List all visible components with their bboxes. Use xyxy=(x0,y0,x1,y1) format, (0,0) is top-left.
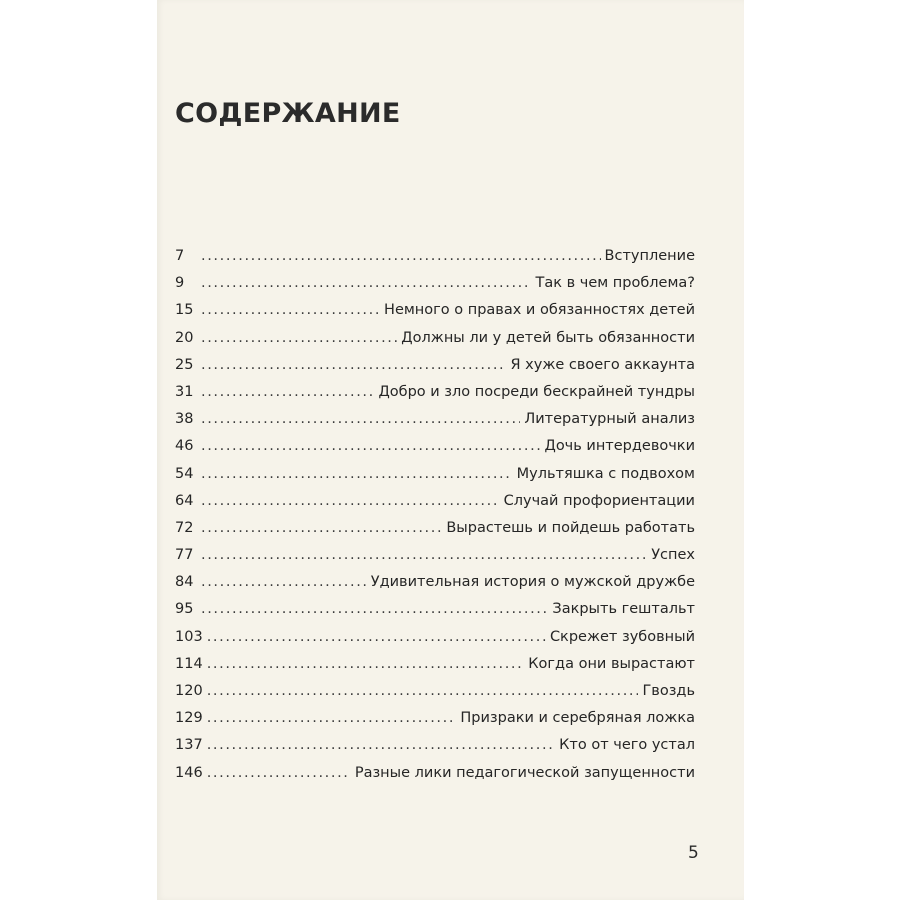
toc-entry xyxy=(175,330,695,357)
toc-entry xyxy=(175,601,695,628)
toc-page-number: 9 xyxy=(175,275,185,292)
dot-leader xyxy=(201,330,397,346)
toc-page-number: 25 xyxy=(175,356,194,373)
toc-page-number: 72 xyxy=(175,519,194,536)
toc-entry-title: Дочь интердевочки xyxy=(544,438,695,455)
toc-entry-title: Литературный анализ xyxy=(524,411,695,428)
book-page xyxy=(157,0,744,900)
dot-leader xyxy=(207,710,457,726)
toc-page-number: 20 xyxy=(175,329,194,346)
toc-entry xyxy=(175,520,695,547)
toc-page-number: 129 xyxy=(175,710,203,727)
page-number: 5 xyxy=(688,843,699,863)
toc-page-number: 120 xyxy=(175,683,203,699)
toc-entry-title: Случай профориентации xyxy=(503,492,695,509)
dot-leader xyxy=(201,357,506,373)
dot-leader xyxy=(201,384,374,400)
dot-leader xyxy=(207,656,525,672)
toc-page-number: 146 xyxy=(175,764,203,781)
dot-leader xyxy=(201,493,500,509)
toc-entry xyxy=(175,302,695,329)
toc-page-number: 7 xyxy=(175,248,185,264)
table-of-contents xyxy=(175,248,695,792)
dot-leader xyxy=(207,629,546,645)
toc-entry xyxy=(175,275,695,302)
dot-leader xyxy=(201,438,540,454)
toc-entry-title: Успех xyxy=(651,547,695,564)
toc-entry-title: Призраки и серебряная ложка xyxy=(460,710,695,727)
toc-entry xyxy=(175,384,695,411)
toc-page-number: 103 xyxy=(175,628,203,645)
toc-entry xyxy=(175,656,695,683)
toc-entry-title: Скрежет зубовный xyxy=(549,628,695,645)
toc-entry xyxy=(175,629,695,656)
toc-entry-title: Мультяшка с подвохом xyxy=(516,465,695,482)
toc-page-number: 38 xyxy=(175,411,194,428)
toc-page-number: 15 xyxy=(175,302,194,319)
toc-entry-title: Я хуже своего аккаунта xyxy=(510,356,695,373)
dot-leader xyxy=(201,248,601,264)
dot-leader xyxy=(207,737,555,753)
dot-leader xyxy=(207,765,351,781)
dot-leader xyxy=(207,683,639,699)
toc-page-number: 77 xyxy=(175,547,194,564)
toc-entry xyxy=(175,710,695,737)
dot-leader xyxy=(201,466,513,482)
toc-entry xyxy=(175,683,695,710)
toc-entry-title: Гвоздь xyxy=(642,683,695,699)
toc-entry-title: Вступление xyxy=(604,248,695,264)
page-title: СОДЕРЖАНИЕ xyxy=(175,98,401,129)
toc-page-number: 54 xyxy=(175,465,194,482)
dot-leader xyxy=(201,302,380,318)
toc-entry xyxy=(175,547,695,574)
dot-leader xyxy=(201,520,442,536)
toc-page-number: 114 xyxy=(175,655,203,672)
toc-entry xyxy=(175,493,695,520)
toc-entry-title: Вырастешь и пойдешь работать xyxy=(446,519,695,536)
toc-entry-title: Закрыть гештальт xyxy=(552,601,695,618)
dot-leader xyxy=(201,601,548,617)
toc-entry xyxy=(175,411,695,438)
dot-leader xyxy=(201,275,531,291)
toc-page-number: 84 xyxy=(175,574,194,591)
toc-entry xyxy=(175,357,695,384)
toc-entry xyxy=(175,248,695,275)
toc-page-number: 137 xyxy=(175,737,203,754)
toc-entry-title: Должны ли у детей быть обязанности xyxy=(401,329,695,346)
dot-leader xyxy=(201,547,647,563)
toc-entry-title: Немного о правах и обязанностях детей xyxy=(384,302,695,319)
toc-entry-title: Когда они вырастают xyxy=(528,655,695,672)
toc-entry xyxy=(175,466,695,493)
toc-entry-title: Разные лики педагогической запущенности xyxy=(354,764,695,781)
toc-page-number: 31 xyxy=(175,383,194,400)
toc-entry-title: Добро и зло посреди бескрайней тундры xyxy=(378,383,695,400)
toc-entry-title: Так в чем проблема? xyxy=(535,275,695,292)
toc-page-number: 64 xyxy=(175,492,194,509)
toc-page-number: 46 xyxy=(175,438,194,455)
dot-leader xyxy=(201,411,520,427)
toc-entry xyxy=(175,574,695,601)
toc-entry-title: Удивительная история о мужской дружбе xyxy=(370,574,695,591)
toc-entry xyxy=(175,438,695,465)
toc-entry xyxy=(175,737,695,764)
toc-entry xyxy=(175,765,695,792)
dot-leader xyxy=(201,574,367,590)
toc-entry-title: Кто от чего устал xyxy=(559,737,695,754)
toc-page-number: 95 xyxy=(175,601,194,618)
